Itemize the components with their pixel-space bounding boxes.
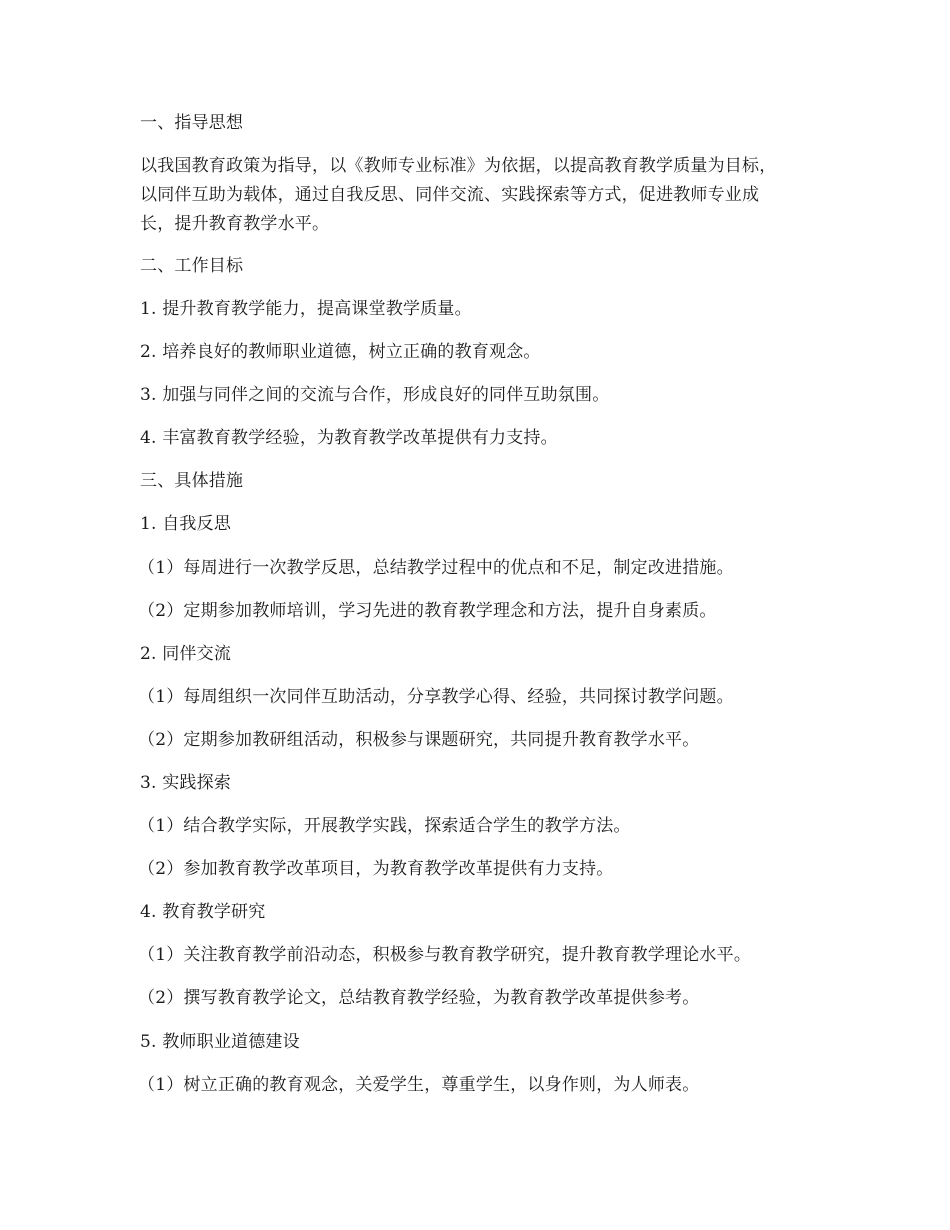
measure-item: （1）关注教育教学前沿动态，积极参与教育教学研究，提升教育教学理论水平。: [138, 945, 752, 965]
measure-item: （1）每周进行一次教学反思，总结教学过程中的优点和不足，制定改进措施。: [138, 558, 734, 578]
measure-item: （1）树立正确的教育观念，关爱学生，尊重学生，以身作则，为人师表。: [138, 1075, 700, 1095]
measure-title: 3. 实践探索: [140, 773, 232, 793]
paragraph-line: 长，提升教育教学水平。: [140, 214, 330, 234]
paragraph-line: 以我国教育政策为指导，以《教师专业标准》为依据，以提高教育教学质量为目标，: [140, 156, 777, 176]
measure-item: （2）参加教育教学改革项目，为教育教学改革提供有力支持。: [138, 859, 614, 879]
section-heading-measures: 三、具体措施: [140, 471, 244, 491]
measure-item: （2）定期参加教师培训，学习先进的教育教学理念和方法，提升自身素质。: [138, 601, 717, 621]
measure-item: （1）结合教学实际，开展教学实践，探索适合学生的教学方法。: [138, 816, 631, 836]
goal-item: 3. 加强与同伴之间的交流与合作，形成良好的同伴互助氛围。: [140, 385, 610, 405]
measure-item: （1）每周组织一次同伴互助活动，分享教学心得、经验，共同探讨教学问题。: [138, 687, 734, 707]
measure-title: 1. 自我反思: [140, 514, 232, 534]
section-heading-work-goals: 二、工作目标: [140, 256, 244, 276]
measure-item: （2）撰写教育教学论文，总结教育教学经验，为教育教学改革提供参考。: [138, 988, 700, 1008]
goal-item: 1. 提升教育教学能力，提高课堂教学质量。: [140, 299, 472, 319]
measure-title: 5. 教师职业道德建设: [140, 1032, 300, 1052]
measure-title: 4. 教育教学研究: [140, 902, 266, 922]
section-heading-guiding-thought: 一、指导思想: [140, 113, 244, 133]
measure-item: （2）定期参加教研组活动，积极参与课题研究，共同提升教育教学水平。: [138, 730, 700, 750]
measure-title: 2. 同伴交流: [140, 644, 232, 664]
goal-item: 2. 培养良好的教师职业道德，树立正确的教育观念。: [140, 342, 541, 362]
paragraph-line: 以同伴互助为载体，通过自我反思、同伴交流、实践探索等方式，促进教师专业成: [140, 185, 760, 205]
goal-item: 4. 丰富教育教学经验，为教育教学改革提供有力支持。: [140, 428, 558, 448]
